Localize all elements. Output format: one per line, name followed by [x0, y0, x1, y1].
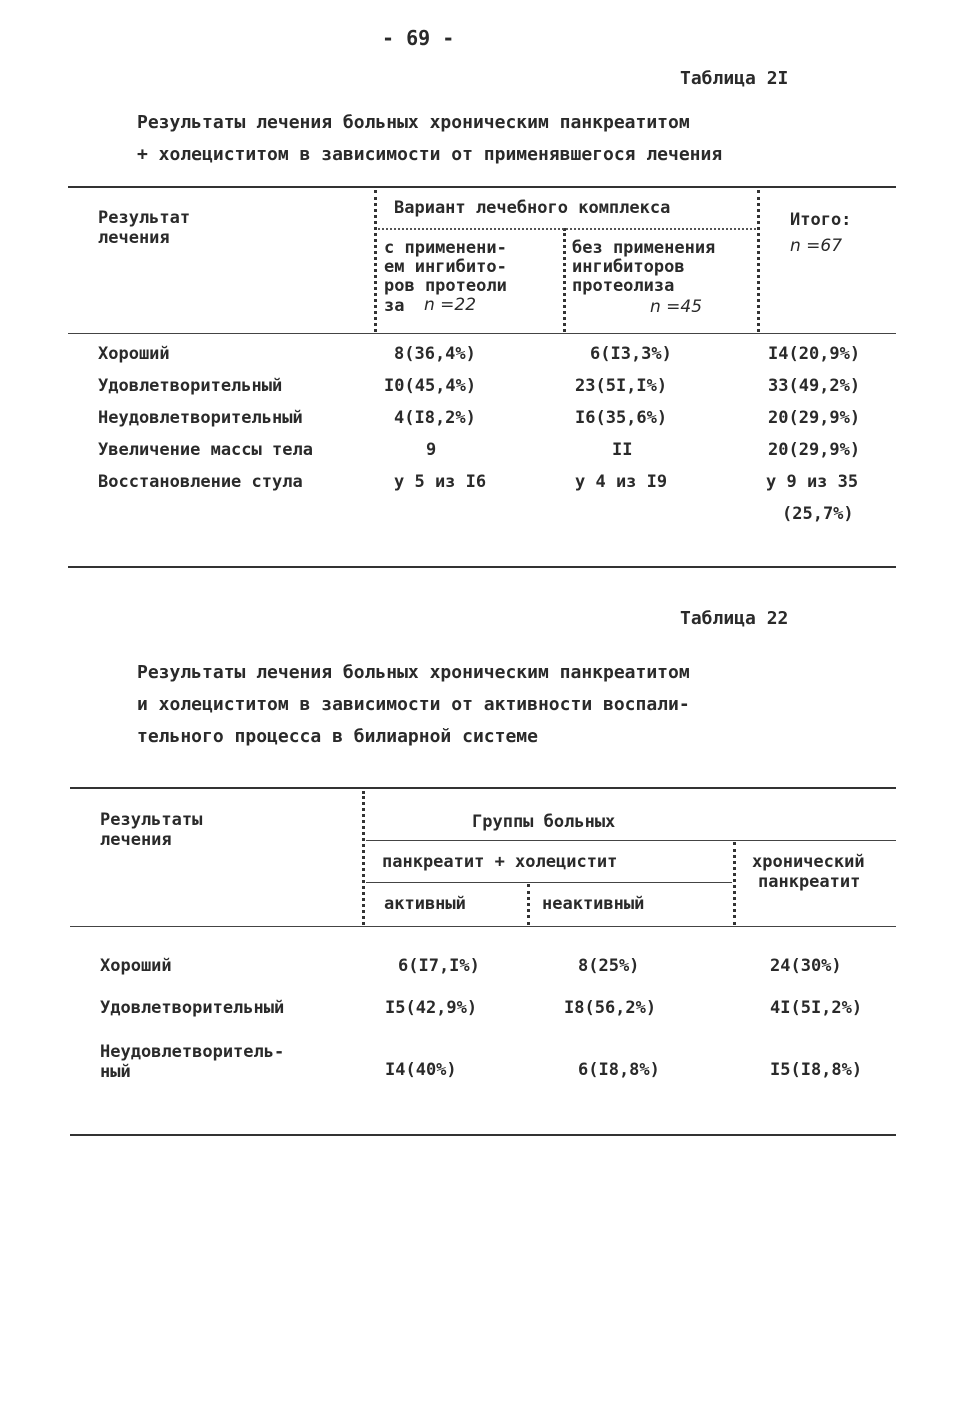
table21-cell: 6(I3,3%): [590, 344, 672, 364]
table22-title-line2: и холециститом в зависимости от активности воспали-: [137, 694, 690, 715]
table21-top-rule: [68, 186, 896, 188]
table21-cell-percent: (25,7%): [782, 504, 854, 524]
table22-header-groups: Группы больных: [472, 812, 616, 832]
table22-row-label: Хороший: [100, 956, 172, 976]
table22-header-inactive: неактивный: [542, 894, 645, 914]
table22-cell: 4I(5I,2%): [770, 998, 863, 1018]
table22-cell: I4(40%): [385, 1060, 457, 1080]
table22-title-line3: тельного процесса в билиарной системе: [137, 726, 538, 747]
table21-cell: 20(29,9%): [768, 408, 861, 428]
table22-header-groups-rule: [366, 840, 896, 841]
table21-row-label: Хороший: [98, 344, 170, 364]
table22-bottom-rule: [70, 1134, 896, 1136]
table21-header-result-2: лечения: [98, 228, 170, 248]
table21-title-line1: Результаты лечения больных хроническим панкреатитом: [137, 112, 690, 133]
table22-cell: 6(I8,8%): [578, 1060, 660, 1080]
table21-cell: 33(49,2%): [768, 376, 861, 396]
table21-cell: I4(20,9%): [768, 344, 861, 364]
table21-header-result-1: Результат: [98, 208, 191, 228]
table21-cell: 4(I8,2%): [394, 408, 476, 428]
table21-vsep-right: [757, 190, 760, 332]
table21-vsep-left: [374, 190, 377, 332]
table22-cell: 8(25%): [578, 956, 640, 976]
table22-header-chronic-1: хронический: [752, 852, 865, 872]
table21-header-with-2: ем ингибито-: [384, 257, 507, 277]
table22-vsep-mid: [527, 884, 530, 925]
table21-cell: у 4 из I9: [575, 472, 668, 492]
table21-row-label: Увеличение массы тела: [98, 440, 313, 460]
table21-header-without-1: без применения: [572, 238, 716, 258]
page-number: - 69 -: [382, 26, 455, 50]
table22-header-rule: [70, 926, 896, 927]
table22-header-result-1: Результаты: [100, 810, 203, 830]
table21-header-without-3: протеолиза: [572, 276, 675, 296]
table21-header-with-4: за: [384, 296, 405, 316]
table21-header-without-n: n =45: [650, 297, 703, 317]
table21-bottom-rule: [68, 566, 896, 568]
table21-row-label: Удовлетворительный: [98, 376, 283, 396]
table22-header-active: активный: [384, 894, 466, 914]
table21-cell: I6(35,6%): [575, 408, 668, 428]
table22-header-panc-chol: панкреатит + холецистит: [382, 852, 618, 872]
table21-label: Таблица 2I: [680, 68, 789, 89]
table21-header-without-2: ингибиторов: [572, 257, 685, 277]
table22-row-label-cont: ный: [100, 1062, 131, 1082]
table22-cell: I5(I8,8%): [770, 1060, 863, 1080]
table21-cell: 9: [426, 440, 437, 460]
table21-header-with-1: с применени-: [384, 238, 507, 258]
table22-cell: 6(I7,I%): [398, 956, 480, 976]
table22-header-chronic-2: панкреатит: [758, 872, 861, 892]
table21-cell: I0(45,4%): [384, 376, 477, 396]
table21-header-with-n: n =22: [424, 295, 477, 315]
table21-header-with-3: ров протеоли: [384, 276, 507, 296]
table21-header-total: Итого:: [790, 210, 852, 230]
table21-cell: 8(36,4%): [394, 344, 476, 364]
table21-cell: 23(5I,I%): [575, 376, 668, 396]
table22-cell: 24(30%): [770, 956, 842, 976]
table21-header-rule: [68, 333, 896, 334]
table21-cell: II: [612, 440, 633, 460]
table21-header-variant: Вариант лечебного комплекса: [394, 198, 671, 218]
table22-cell: I8(56,2%): [564, 998, 657, 1018]
table22-title-line1: Результаты лечения больных хроническим панкреатитом: [137, 662, 690, 683]
table22-vsep-left: [362, 791, 365, 925]
table22-top-rule: [70, 787, 896, 789]
table22-cell: I5(42,9%): [385, 998, 478, 1018]
table22-header-result-2: лечения: [100, 830, 172, 850]
table21-cell: у 9 из 35: [766, 472, 859, 492]
table21-title-line2: + холециститом в зависимости от применявшегося лечения: [137, 144, 723, 165]
table21-row-label: Восстановление стула: [98, 472, 303, 492]
table21-header-total-n: n =67: [790, 236, 843, 256]
table22-row-label: Удовлетворительный: [100, 998, 285, 1018]
table21-vsep-mid: [563, 228, 566, 332]
table22-label: Таблица 22: [680, 608, 789, 629]
table21-header-variant-rule: [378, 228, 756, 230]
table22-row-label: Неудовлетворитель-: [100, 1042, 285, 1062]
table22-header-panc-chol-rule: [366, 882, 732, 883]
table21-cell: у 5 из I6: [394, 472, 487, 492]
table21-cell: 20(29,9%): [768, 440, 861, 460]
table21-row-label: Неудовлетворительный: [98, 408, 303, 428]
table22-vsep-right: [733, 842, 736, 925]
